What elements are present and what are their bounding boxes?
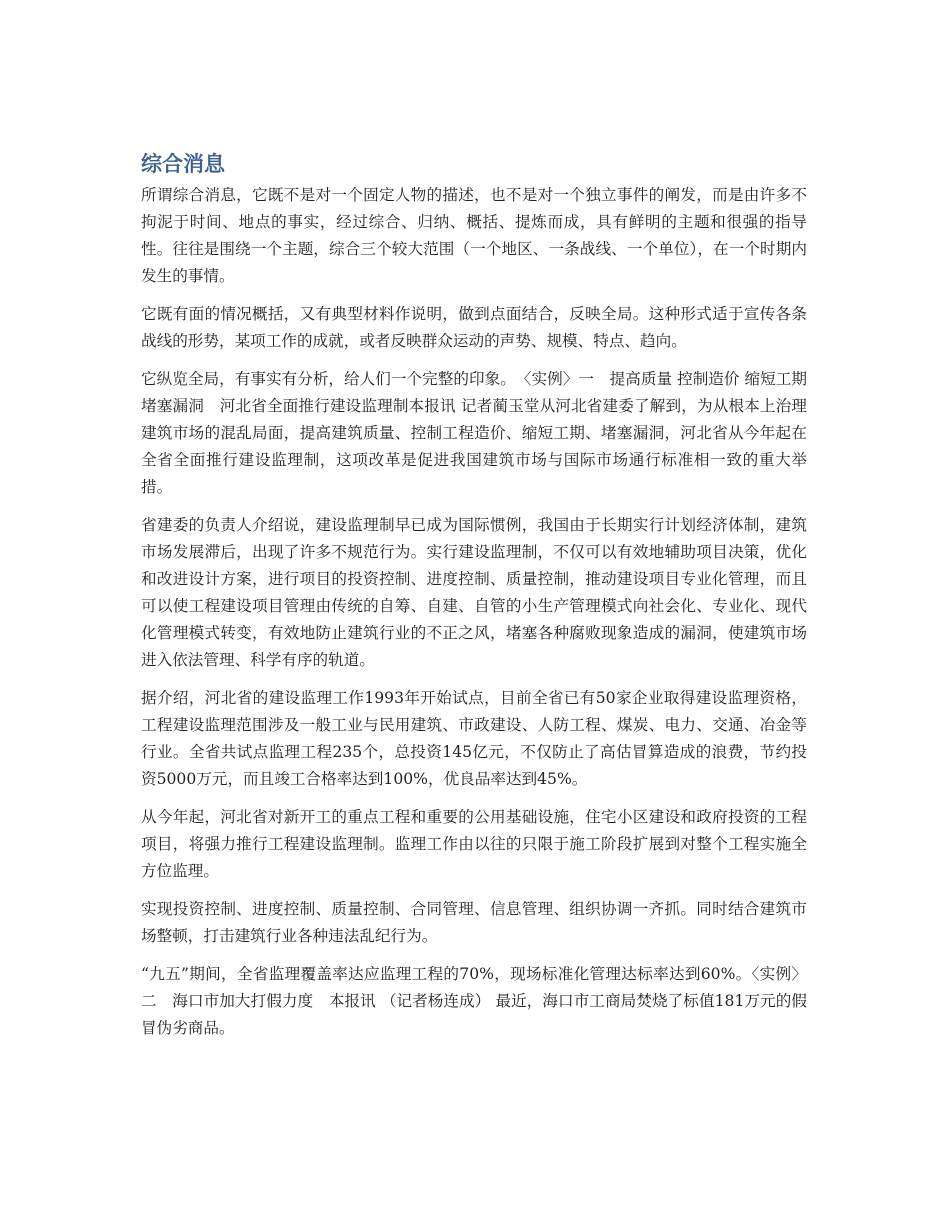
paragraph-5: 据介绍，河北省的建设监理工作1993年开始试点，目前全省已有50家企业取得建设监理资格，工程建设监理范围涉及一般工业与民用建筑、市政建设、人防工程、煤炭、电力、交通、冶金等行业。全省共试点监理工程235个，总投资145亿元，不仅防止了高估冒算造成的浪费，节约投资5000万元，而且竣工合格率达到100%，优良品率达到45%。 <box>141 689 807 788</box>
paragraph-8: “九五”期间，全省监理覆盖率达应监理工程的70%，现场标准化管理达标率达到60%。〈实例〉二 海口市加大打假力度 本报讯 （记者杨连成） 最近，海口市工商局焚烧了标值181万元的假冒伪劣商品。 <box>141 965 807 1037</box>
paragraph-7: 实现投资控制、进度控制、质量控制、合同管理、信息管理、组织协调一齐抓。同时结合建筑市场整顿，打击建筑行业各种违法乱纪行为。 <box>141 900 807 945</box>
paragraph-2: 它既有面的情况概括，又有典型材料作说明，做到点面结合，反映全局。这种形式适于宣传各条战线的形势，某项工作的成就，或者反映群众运动的声势、规模、特点、趋向。 <box>141 305 807 350</box>
paragraph-3: 它纵览全局，有事实有分析，给人们一个完整的印象。 〈实例〉一 提高质量 控制造价 缩短工期 堵塞漏洞 河北省全面推行建设监理制本报讯 记者蔺玉堂从河北省建委了解到，为从根本上治理建筑市场的混乱局面，提高建筑质量、控制工程造价、缩短工期、堵塞漏洞，河北省从今年起在全省全面推行建设监理制，这项改革是促进我国建筑市场与国际市场通行标准相一致的重大举措。 <box>141 370 807 496</box>
paragraph-4: 省建委的负责人介绍说，建设监理制早已成为国际惯例，我国由于长期实行计划经济体制，建筑市场发展滞后，出现了许多不规范行为。实行建设监理制，不仅可以有效地辅助项目决策，优化和改进设计方案，进行项目的投资控制、进度控制、质量控制，推动建设项目专业化管理，而且可以使工程建设项目管理由传统的自筹、自建、自管的小生产管理模式向社会化、专业化、现代化管理模式转变，有效地防止建筑行业的不正之风，堵塞各种腐败现象造成的漏洞，使建筑市场进入依法管理、科学有序的轨道。 <box>141 516 807 669</box>
paragraph-6: 从今年起，河北省对新开工的重点工程和重要的公用基础设施，住宅小区建设和政府投资的工程项目，将强力推行工程建设监理制。监理工作由以往的只限于施工阶段扩展到对整个工程实施全方位监理。 <box>141 808 807 880</box>
document-page <box>141 150 807 1053</box>
document-title: 综合消息 <box>141 152 225 176</box>
paragraph-1: 所谓综合消息，它既不是对一个固定人物的描述，也不是对一个独立事件的阐发，而是由许多不拘泥于时间、地点的事实，经过综合、归纳、概括、提炼而成，具有鲜明的主题和很强的指导性。往往是围绕一个主题，综合三个较大范围（一个地区、一条战线、一个单位），在一个时期内发生的事情。 <box>141 186 807 285</box>
